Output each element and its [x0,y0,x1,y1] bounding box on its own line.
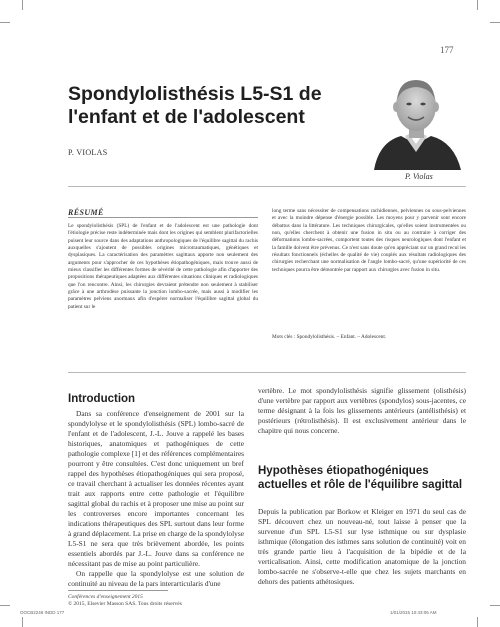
footer-journal: Conférences d'enseignement 2015 [68,594,143,600]
print-slug-right: 1/01/2015 10:43:06 AM [390,610,437,615]
crop-mark-top-left-v [22,0,23,10]
introduction-paragraph-1: Dans sa conférence d'enseignement de 2001 sur la spondylolyse et le spondylolisthésis (SPL) lombo-sacré de l'enfant et de l'adolescent, J.-L. Jouve a rappelé les bases historiques, anatomiques et pathogéniques de cette pathologie complexe [1] et des références complémentaires pourront y être consultées. C'est donc uniquement un bref rappel des hypothèses étiopathogéniques qui sera proposé, ce travail cherchant à actualiser les données récentes ayant trait aux rapports entre cette pathologie et l'équilibre sagittal global du rachis et à proposer une mise au point sur les controverses encore importantes concernant les indications thérapeutiques des SPL surtout dans leur forme à grand déplacement. La prise en charge de la spondylolyse L5-S1 ne sera que très brièvement abordée, les points essentiels abordés par J.-L. Jouve dans sa conférence ne nécessitant pas de mise au point particulière. [68,409,244,568]
abstract-heading: RÉSUMÉ [68,208,104,217]
abstract-text-left: Le spondylolisthésis (SPL) de l'enfant et de l'adolescent est une pathologie dont l'étiologie précise reste indéterminée mais dont les origines qui semblent plurifactorielles puisent leur source dans des adaptations anthropologiques de l'équilibre sagittal du rachis auxquelles s'ajoutent de possibles origines microtraumatiques, génétiques et dysplasiques. La caractérisation des paramètres sagittaux apporte non seulement des arguments pour s'approcher de ces hypothèses étiopathogéniques, mais trouve aussi de mieux classifier les différentes formes de sévérité de cette pathologie afin d'apporter des propositions thérapeutiques adaptées aux différentes situations cliniques et radiologiques que l'on rencontre. Ainsi, les chirurgies devraient prétendre non seulement à stabiliser grâce à une arthrodèse puissante la jonction lombo-sacrée, mais aussi à modifier les paramètres pelviens anormaux afin d'espérer normaliser l'équilibre sagittal global du patient sur le [68,223,258,310]
page-number: 177 [440,45,454,55]
introduction-heading: Introduction [68,393,136,405]
introduction-paragraph-2: On rappelle que la spondylolyse est une solution de continuité au niveau de la pars interarticularis d'une [68,569,244,588]
crop-mark-top-right-v [477,0,478,10]
continuation-text: vertèbre. Le mot spondylolisthésis signifie glissement (olisthésis) d'une vertèbre par rapport aux vertèbres (spondylos) sous-jacentes, ce terme désignant à la fois les glissements antérieurs (antélisthésis) et postérieurs (rétrolisthésis). Il est exclusivement antérieur dans le chapitre qui nous concerne. [258,386,466,435]
abstract-divider [68,372,466,373]
author-name: P. VIOLAS [68,148,108,157]
keywords-list: Spondylolisthésis. – Enfant. – Adolescent. [296,334,387,340]
crop-mark-bottom-left-h [0,605,10,606]
hypotheses-heading: Hypothèses étiopathogéniques actuelles et rôle de l'équilibre sagittal [258,465,463,491]
footer-copyright: © 2015, Elsevier Masson SAS. Tous droits réservés [68,601,182,607]
abstract-heading-underline [68,217,258,218]
crop-mark-bottom-right-v [477,617,478,627]
keywords [272,334,466,340]
crop-mark-bottom-left-v [22,617,23,627]
crop-mark-top-left-h [0,22,10,23]
abstract-text-right: long terme sans nécessiter de compensations rachidiennes, pelviennes ou sous-pelviennes et avec la moindre dépense d'énergie possible. Les moyens pour y parvenir sont encore débattus dans la littérature. Les techniques chirurgicales, qu'elles soient instrumentées ou non, qu'elles cherchent à obtenir une fusion in situ ou au contraire à corriger des déformations lombo-sacrées, comportent toutes des risques neurologiques dont l'enfant et la famille doivent être prévenus. Ce n'est sans doute qu'en appréciant sur un grand recul les résultats fonctionnels (échelles de qualité de vie) couplés aux résultats radiologiques des chirurgies recherchant une normalisation de l'angle lombo-sacré, qu'une supériorité de ces techniques pourra être démontrée par rapport aux chirurgies avec fusion in situ. [272,208,466,273]
article-title: Spondylolisthésis L5-S1 de l'enfant et de l'adolescent [68,83,322,128]
print-slug-left: OOCB2246 INDD 177 [20,610,65,615]
author-photo [369,70,464,170]
hypotheses-paragraph-1: Depuis la publication par Borkow et Kleiger en 1971 du seul cas de SPL découvert chez un nouveau-né, tout laisse à penser que la survenue d'un SPL L5-S1 sur lyse isthmique ou sur dysplasie isthmique (élongation des isthmes sans solution de continuité) voit en très grande partie lieu à l'acquisition de la bipédie et de la verticalisation. Ainsi, cette modification anatomique de la jonction lombo-sacrée ne s'observe-t-elle que chez les sujets marchants en dehors des patients athétosiques. [258,507,466,586]
crop-mark-top-right-h [490,22,500,23]
crop-mark-bottom-right-h [490,605,500,606]
header-divider [68,186,466,187]
keywords-label: Mots clés : [272,334,296,340]
photo-caption: P. Violas [405,172,433,181]
hypotheses-body [258,507,466,597]
introduction-body [68,409,244,588]
continuation-paragraph [258,386,466,456]
footer-divider [68,590,168,591]
